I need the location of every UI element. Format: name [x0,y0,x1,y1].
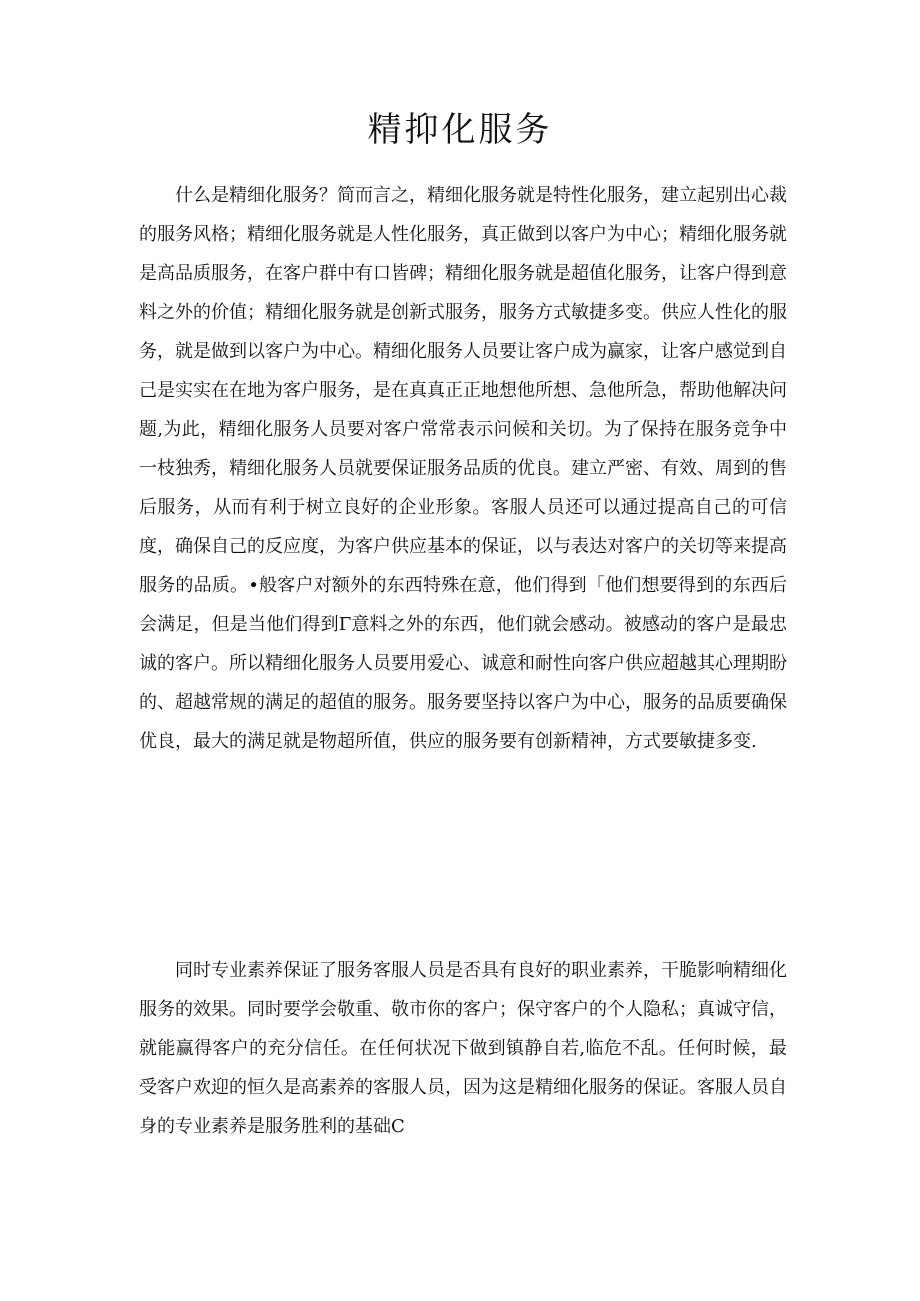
paragraph-2: 同时专业素养保证了服务客服人员是否具有良好的职业素养，干脆影响精细化服务的效果。同时要学会敬重、敬市你的客户；保守客户的个人隐私；真诚守信，就能赢得客户的充分信任。在任何状况下做到镇静自若,临危不乱。任何时候，最受客户欢迎的恒久是高素养的客服人员，因为这是精细化服务的保证。客服人员自身的专业素养是服务胜利的基础C [139,960,787,1137]
paragraph-1: 什么是精细化服务？简而言之，精细化服务就是特性化服务，建立起别出心裁的服务风格；精细化服务就是人性化服务，真正做到以客户为中心；精细化服务就是高品质服务，在客户群中有口皆碑；精细化服务就是超值化服务，让客户得到意料之外的价值；精细化服务就是创新式服务，服务方式敏捷多变。供应人性化的服务，就是做到以客户为中心。精细化服务人员要让客户成为赢家，让客户感觉到自己是实实在在地为客户服务，是在真真正正地想他所想、急他所急，帮助他解决问题,为此，精细化服务人员要对客户常常表示问候和关切。为了保持在服务竞争中一枝独秀，精细化服务人员就要保证服务品质的优良。建立严密、有效、周到的售后服务，从而有利于树立良好的企业形象。客服人员还可以通过提高自己的可信度，确保自己的反应度，为客户供应基本的保证，以与表达对客户的关切等来提高服务的品质。•般客户对额外的东西特殊在意，他们得到「他们想要得到的东西后会满足，但是当他们得到Γ意料之外的东西，他们就会感动。被感动的客户是最忠诚的客户。所以精细化服务人员要用爱心、诚意和耐性向客户供应超越其心理期盼的、超越常规的满足的超值的服务。服务要坚持以客户为中心，服务的品质要确保优良，最大的满足就是物超所值，供应的服务要有创新精神，方式要敏捷多变. [139,185,787,752]
paragraph-2-container [139,951,787,1146]
page-title: 精抑化服务 [367,110,553,150]
paragraph-1-container [139,176,787,761]
